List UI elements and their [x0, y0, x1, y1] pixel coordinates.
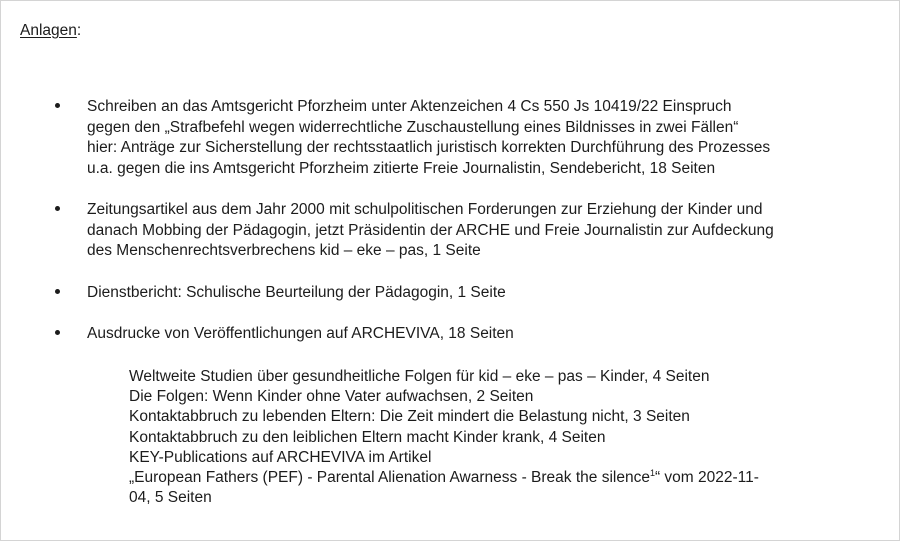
publication-line: Kontaktabbruch zu den leiblichen Eltern macht Kinder krank, 4 Seiten: [129, 428, 606, 446]
attachments-heading-colon: :: [76, 22, 82, 39]
attachments-heading-label: Anlagen: [20, 22, 77, 39]
publication-line: KEY-Publications auf ARCHEVIVA im Artikel: [129, 448, 432, 466]
bullet-dot: [55, 289, 60, 294]
publication-line: Weltweite Studien über gesundheitliche Folgen für kid – eke – pas – Kinder, 4 Seiten: [129, 368, 710, 385]
pef-title: „European Fathers (PEF) - Parental Alienation Awarness - Break the silence: [129, 469, 650, 487]
attachment-item: [1, 283, 900, 304]
bullet-dot: [55, 103, 60, 108]
bullet-dot: [55, 206, 60, 211]
attachment-line: Schreiben an das Amtsgericht Pforzheim unter Aktenzeichen 4 Cs 550 Js 10419/22 Einspruch: [87, 98, 732, 115]
attachment-line: des Menschenrechtsverbrechens kid – eke – pas, 1 Seite: [87, 242, 481, 259]
publication-line-pef: [129, 468, 879, 488]
attachments-heading: [20, 21, 81, 41]
attachment-line: danach Mobbing der Pädagogin, jetzt Präsidentin der ARCHE und Freie Journalistin zur Aufdeckung: [87, 221, 774, 239]
attachment-line: hier: Anträge zur Sicherstellung der rechtsstaatlich juristisch korrekten Durchführung des Prozesses: [87, 139, 771, 156]
attachment-item: [1, 97, 900, 179]
attachment-item: [1, 200, 900, 262]
attachment-line: Ausdrucke von Veröffentlichungen auf ARCHEVIVA, 18 Seiten: [87, 325, 514, 342]
publications-sublist: [129, 367, 879, 508]
bullet-dot: [55, 330, 60, 335]
publication-line: Die Folgen: Wenn Kinder ohne Vater aufwachsen, 2 Seiten: [129, 388, 534, 406]
attachment-item: [1, 324, 900, 345]
attachment-line: Zeitungsartikel aus dem Jahr 2000 mit schulpolitischen Forderungen zur Erziehung der Kinder und: [87, 201, 763, 218]
publication-line: Kontaktabbruch zu lebenden Eltern: Die Zeit mindert die Belastung nicht, 3 Seiten: [129, 408, 690, 426]
attachment-line: gegen den „Strafbefehl wegen widerrechtliche Zuschaustellung eines Bildnisses in zwei Fällen“: [87, 118, 739, 136]
attachments-list: [1, 97, 900, 366]
footnote-marker: 1: [649, 467, 655, 478]
attachment-line: u.a. gegen die ins Amtsgericht Pforzheim zitierte Freie Journalistin, Sendebericht, 18 Seiten: [87, 159, 716, 177]
publication-line: 04, 5 Seiten: [129, 489, 212, 507]
attachment-line: Dienstbericht: Schulische Beurteilung der Pädagogin, 1 Seite: [87, 283, 506, 301]
pef-date: “ vom 2022-11-: [654, 469, 759, 487]
